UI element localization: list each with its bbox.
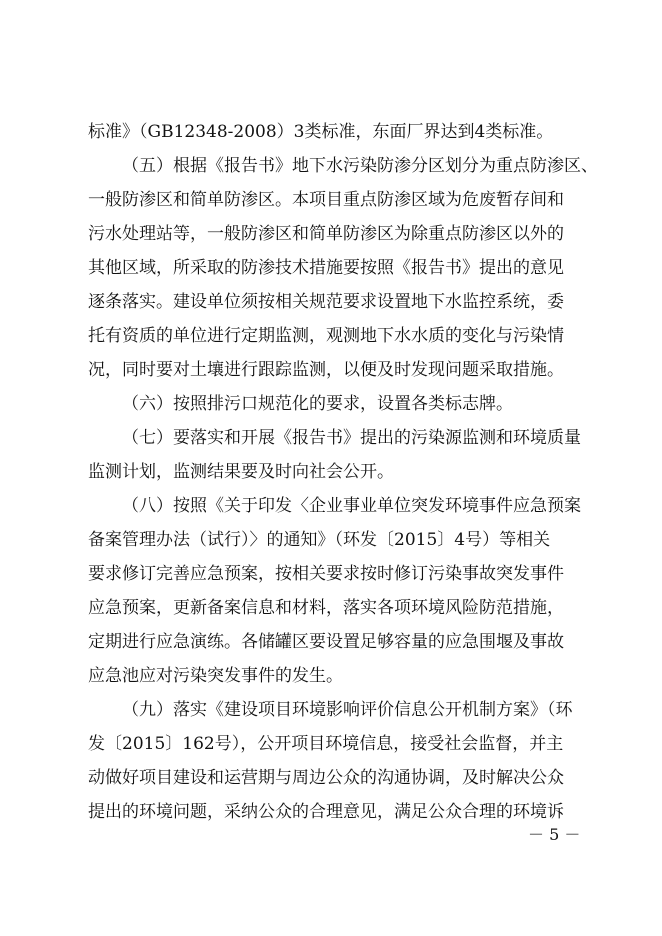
text-line-content: （九）落实《建设项目环境影响评价信息公开机制方案》（环	[122, 700, 573, 720]
text-line-content: （六）按照排污口规范化的要求，设置各类标志牌。	[122, 394, 513, 414]
text-line-content: 备案管理办法（试行）〉的通知》（环发〔2015〕4号）等相关	[88, 530, 551, 550]
text-line-content: 一般防渗区和简单防渗区。本项目重点防渗区域为危废暂存间和	[88, 190, 564, 210]
text-line	[0, 115, 662, 149]
text-line	[0, 421, 662, 455]
text-line	[0, 149, 662, 183]
text-line-content: 提出的环境问题，采纳公众的合理意见，满足公众合理的环境诉	[88, 802, 564, 822]
text-line	[0, 795, 662, 829]
text-line-content: 标准》（GB12348-2008）3类标准，东面厂界达到4类标准。	[88, 122, 554, 142]
text-line	[0, 489, 662, 523]
text-line-content: （七）要落实和开展《报告书》提出的污染源监测和环境质量	[122, 428, 581, 448]
text-line	[0, 523, 662, 557]
text-line	[0, 557, 662, 591]
text-line	[0, 353, 662, 387]
text-line-content: 况，同时要对土壤进行跟踪监测，以便及时发现问题采取措施。	[88, 360, 564, 380]
text-line	[0, 693, 662, 727]
text-line-content: 发〔2015〕162号），公开项目环境信息，接受社会监督，并主	[88, 734, 564, 754]
page-number: － 5 －	[528, 825, 581, 844]
text-line-content: （八）按照《关于印发〈企业事业单位突发环境事件应急预案	[122, 496, 581, 516]
text-line-content: 污水处理站等，一般防渗区和简单防渗区为除重点防渗区以外的	[88, 224, 564, 244]
text-line	[0, 761, 662, 795]
text-line	[0, 659, 662, 693]
text-line-content: 其他区域，所采取的防渗技术措施要按照《报告书》提出的意见	[88, 258, 564, 278]
text-line-content: 逐条落实。建设单位须按相关规范要求设置地下水监控系统，委	[88, 292, 564, 312]
text-line	[0, 387, 662, 421]
text-line-content: （五）根据《报告书》地下水污染防渗分区划分为重点防渗区、	[122, 156, 598, 176]
text-line-content: 应急预案，更新备案信息和材料，落实各项环境风险防范措施，	[88, 598, 564, 618]
text-line-content: 定期进行应急演练。各储罐区要设置足够容量的应急围堰及事故	[88, 632, 564, 652]
text-line-content: 应急池应对污染突发事件的发生。	[88, 666, 343, 686]
text-line-content: 监测计划，监测结果要及时向社会公开。	[88, 462, 394, 482]
text-line	[0, 285, 662, 319]
text-line	[0, 591, 662, 625]
text-line	[0, 319, 662, 353]
text-line	[0, 625, 662, 659]
text-line-content: 托有资质的单位进行定期监测，观测地下水水质的变化与污染情	[88, 326, 564, 346]
text-line	[0, 251, 662, 285]
text-line	[0, 217, 662, 251]
text-line-content: 动做好项目建设和运营期与周边公众的沟通协调，及时解决公众	[88, 768, 564, 788]
text-line	[0, 183, 662, 217]
text-line	[0, 455, 662, 489]
text-line-content: 要求修订完善应急预案，按相关要求按时修订污染事故突发事件	[88, 564, 564, 584]
text-line	[0, 727, 662, 761]
